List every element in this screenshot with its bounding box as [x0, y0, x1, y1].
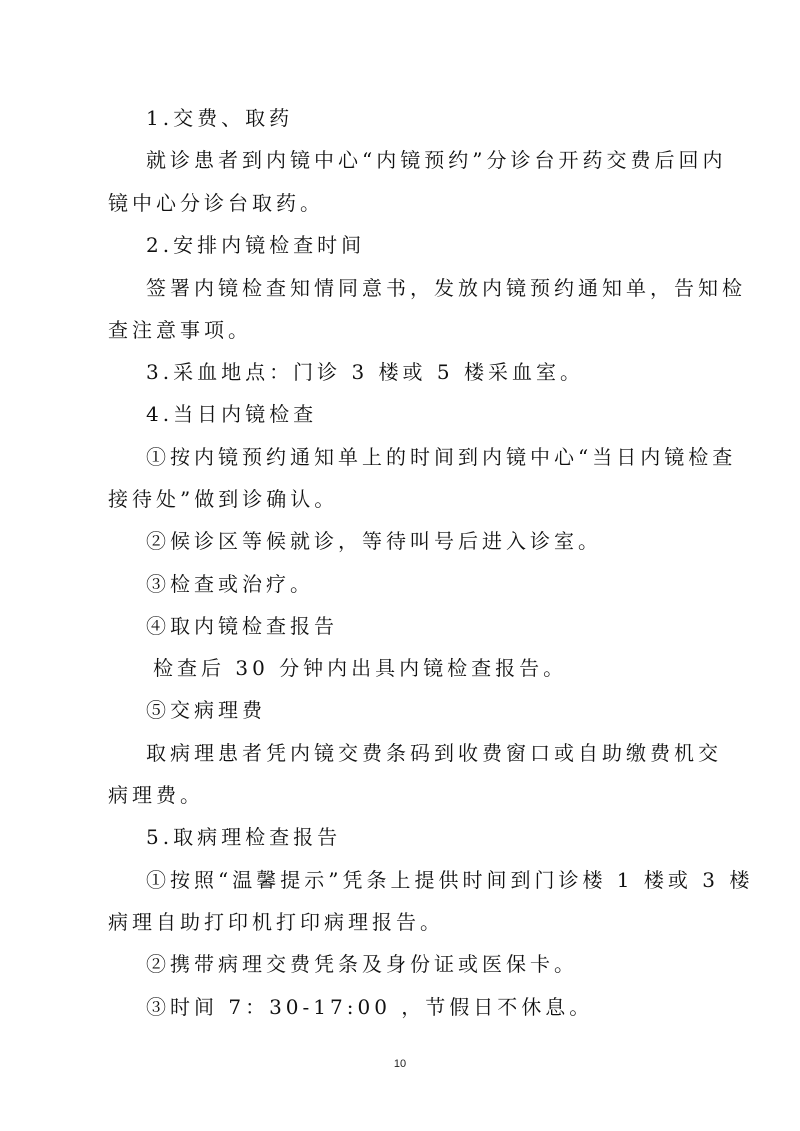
- paragraph-line: 检查后 30 分钟内出具内镜检查报告。: [153, 656, 568, 680]
- heading-pathology-report: 5.取病理检查报告: [146, 825, 342, 849]
- paragraph-line: 取病理患者凭内镜交费条码到收费窗口或自助缴费机交: [146, 741, 722, 765]
- heading-schedule-exam: 2.安排内镜检查时间: [146, 233, 366, 257]
- list-item: ②携带病理交费凭条及身份证或医保卡。: [146, 952, 578, 976]
- paragraph-line: 镜中心分诊台取药。: [108, 191, 324, 215]
- heading-blood-draw: 3.采血地点：门诊 3 楼或 5 楼采血室。: [146, 360, 584, 384]
- list-item: ④取内镜检查报告: [146, 614, 338, 638]
- paragraph-line: 签署内镜检查知情同意书，发放内镜预约通知单，告知检: [146, 276, 746, 300]
- paragraph-line: 病理费。: [108, 783, 204, 807]
- paragraph-line: 接待处”做到诊确认。: [108, 487, 339, 511]
- list-item: ③检查或治疗。: [146, 572, 314, 596]
- list-item: ①按内镜预约通知单上的时间到内镜中心“当日内镜检查: [146, 445, 737, 469]
- list-item: ⑤交病理费: [146, 698, 266, 722]
- paragraph-line: 就诊患者到内镜中心“内镜预约”分诊台开药交费后回内: [146, 148, 727, 172]
- list-item: ③时间 7：30-17:00 ，节假日不休息。: [146, 995, 594, 1019]
- paragraph-line: 查注意事项。: [108, 318, 252, 342]
- page-number: 10: [393, 1058, 407, 1070]
- heading-same-day-exam: 4.当日内镜检查: [146, 402, 318, 426]
- list-item: ②候诊区等候就诊，等待叫号后进入诊室。: [146, 529, 602, 553]
- heading-payment-medicine: 1.交费、取药: [146, 106, 294, 130]
- paragraph-line: 病理自助打印机打印病理报告。: [108, 910, 444, 934]
- list-item: ①按照“温馨提示”凭条上提供时间到门诊楼 1 楼或 3 楼: [146, 868, 754, 892]
